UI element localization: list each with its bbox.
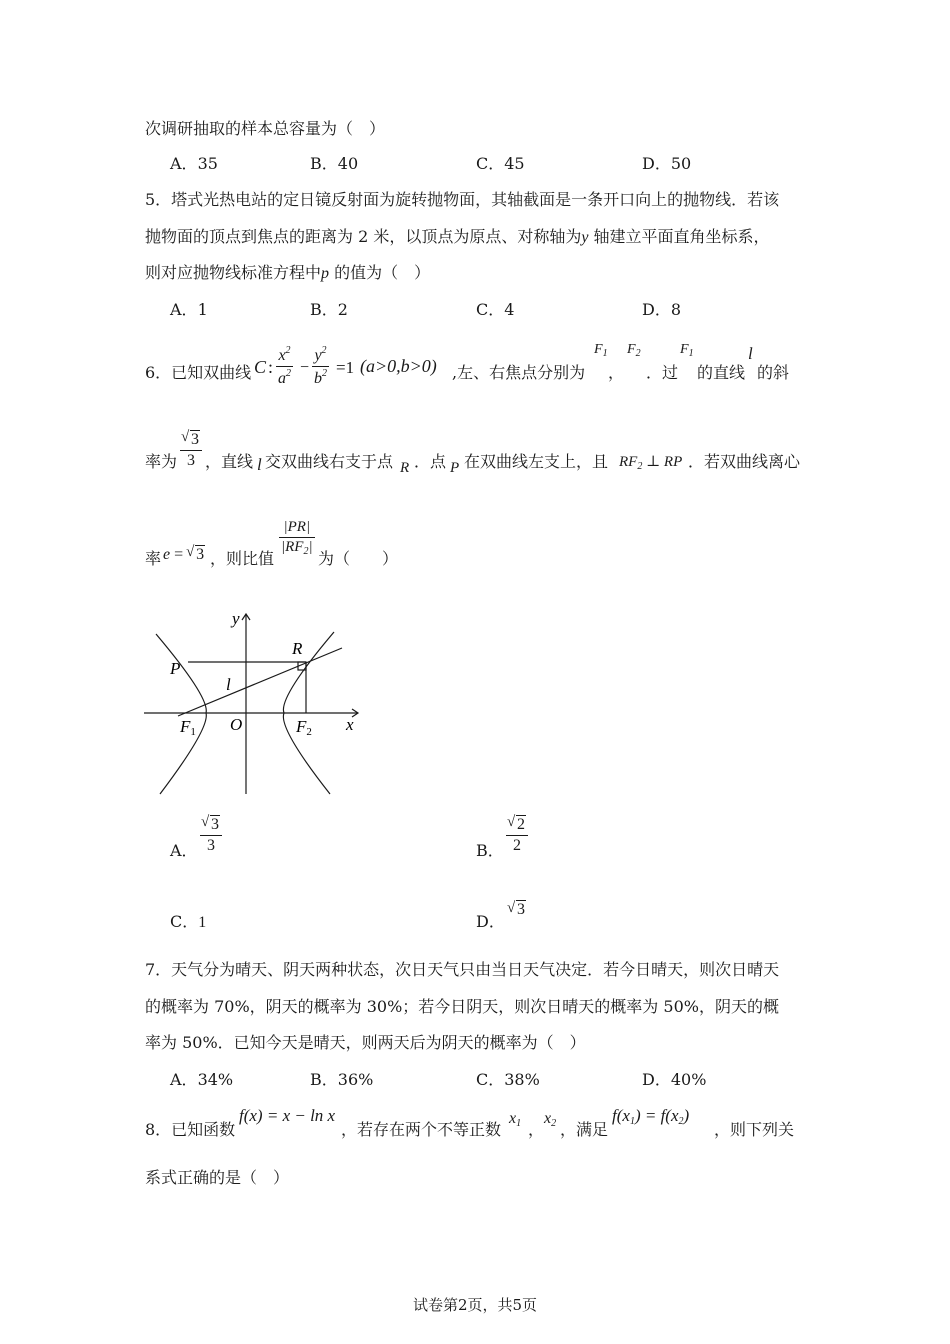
q6-r2e: 在双曲线左支上，且 — [464, 452, 609, 471]
q6-frac-y2-b2: $\frac{y^2}{b^2}$ — [314, 345, 327, 387]
q6-zhixian: 的直线 — [697, 363, 746, 382]
left-branch — [156, 634, 206, 794]
fig-P-label: P — [170, 659, 181, 678]
q6-foci-text: ,左、右焦点分别为 — [452, 363, 586, 382]
q6-option-d[interactable]: D． √ 3 — [476, 900, 525, 931]
q6-option-a[interactable]: A． √ 3 3 — [170, 840, 198, 862]
q6-perp-expr: $RF_2$ ⊥ RP — [619, 454, 683, 472]
q8-x2: $x_2$ — [544, 1110, 557, 1129]
q6-P-label: P — [450, 460, 460, 476]
q6-r3b: ，则比值 — [210, 549, 275, 568]
q6-r2a: 率为 — [145, 452, 178, 471]
q7-line-1: 7．天气分为晴天、阴天两种状态，次日天气只由当日天气决定．若今日晴天，则次日晴天 — [145, 960, 780, 979]
fig-y-label: y — [232, 609, 240, 628]
q5-option-c[interactable]: C．4 — [476, 300, 515, 319]
fig-x-label: x — [346, 715, 354, 734]
q4-option-a[interactable]: A．35 — [170, 154, 218, 173]
q6-option-c[interactable]: C．1 — [170, 912, 207, 931]
q5-option-a[interactable]: A．1 — [170, 300, 208, 319]
q8-tail: ，则下列关 — [714, 1120, 795, 1139]
q8-line-2: 系式正确的是（ ） — [145, 1168, 290, 1187]
q6-r2f: ．若双曲线离心 — [688, 452, 801, 471]
q4-option-c[interactable]: C．45 — [476, 154, 525, 173]
fig-F2-label: F2 — [296, 717, 312, 738]
q5-option-d[interactable]: D．8 — [642, 300, 682, 319]
q6-r3c: 为（ ） — [318, 549, 399, 568]
q8-manzu: ，满足 — [560, 1120, 609, 1139]
q6-eccentricity: e = √ 3 — [163, 544, 205, 563]
q6-frac-x2-a2: $\frac{x^2}{a^2}$ — [278, 345, 291, 387]
q7-line-2: 的概率为 70%，阴天的概率为 30%；若今日阴天，则次日晴天的概率为 50%，阴天的概 — [145, 997, 779, 1016]
q4-stem-tail: 次调研抽取的样本总容量为（ ） — [145, 119, 386, 138]
q6-R-label: R — [400, 460, 410, 476]
q6-r2c: 交双曲线右支于点 — [265, 452, 394, 471]
q7-option-b[interactable]: B．36% — [310, 1070, 374, 1089]
q6-l-label-2: l — [257, 455, 262, 474]
q7-option-d[interactable]: D．40% — [642, 1070, 707, 1089]
fig-origin-label: O — [230, 715, 243, 734]
q6-ratio-frac: $\frac{|PR|}{|RF_2|}$ — [281, 519, 313, 557]
q8-lead: 8．已知函数 — [145, 1120, 236, 1139]
q5-line-3: 则对应抛物线标准方程中p 的值为（ ） — [145, 263, 431, 282]
q6-r3a: 率 — [145, 549, 162, 568]
q6-hyperbola-figure — [140, 608, 370, 798]
q8-equation: $f(x_1) = f(x_2)$ — [612, 1106, 690, 1127]
q8-sep: ， — [528, 1120, 545, 1139]
q5-line-1: 5．塔式光热电站的定日镜反射面为旋转抛物面，其轴截面是一条开口向上的抛物线．若该 — [145, 190, 780, 209]
fig-l-label: l — [226, 675, 231, 694]
q8-function: f(x) = x − ln x — [239, 1106, 336, 1125]
q7-line-3: 率为 50%．已知今天是晴天，则两天后为阴天的概率为（ ） — [145, 1033, 586, 1052]
q6-option-b[interactable]: B． √ 2 2 — [476, 840, 504, 862]
q7-option-c[interactable]: C．38% — [476, 1070, 540, 1089]
q8-mid: ，若存在两个不等正数 — [341, 1120, 502, 1139]
q6-r2d: ．点 — [414, 452, 447, 471]
q6-guo: ．过 — [646, 363, 679, 382]
q6-slope-frac: √ 3 3 — [180, 432, 202, 469]
q4-option-d[interactable]: D．50 — [642, 154, 692, 173]
q6-f1-label: $F_1$ — [594, 342, 608, 359]
q6-l-label: l — [748, 344, 753, 363]
page-footer: 试卷第2页，共5页 — [412, 1296, 538, 1314]
line-l — [178, 648, 342, 716]
fig-R-label: R — [292, 639, 303, 658]
q7-option-a[interactable]: A．34% — [170, 1070, 234, 1089]
q6-comma: ， — [608, 363, 625, 382]
q6-lead: 6．已知双曲线 — [145, 363, 252, 382]
fig-F1-label: F1 — [180, 717, 196, 738]
q6-dexie: 的斜 — [757, 363, 790, 382]
q4-option-b[interactable]: B．40 — [310, 154, 359, 173]
q8-x1: $x_1$ — [509, 1110, 522, 1129]
q6-r2b: ，直线 — [205, 452, 254, 471]
q5-option-b[interactable]: B．2 — [310, 300, 348, 319]
q6-f1b-label: $F_1$ — [680, 342, 694, 359]
q6-f2-label: $F_2$ — [627, 342, 641, 359]
q5-line-2: 抛物面的顶点到焦点的距离为 2 米，以顶点为原点、对称轴为y 轴建立平面直角坐标系， — [145, 227, 770, 246]
